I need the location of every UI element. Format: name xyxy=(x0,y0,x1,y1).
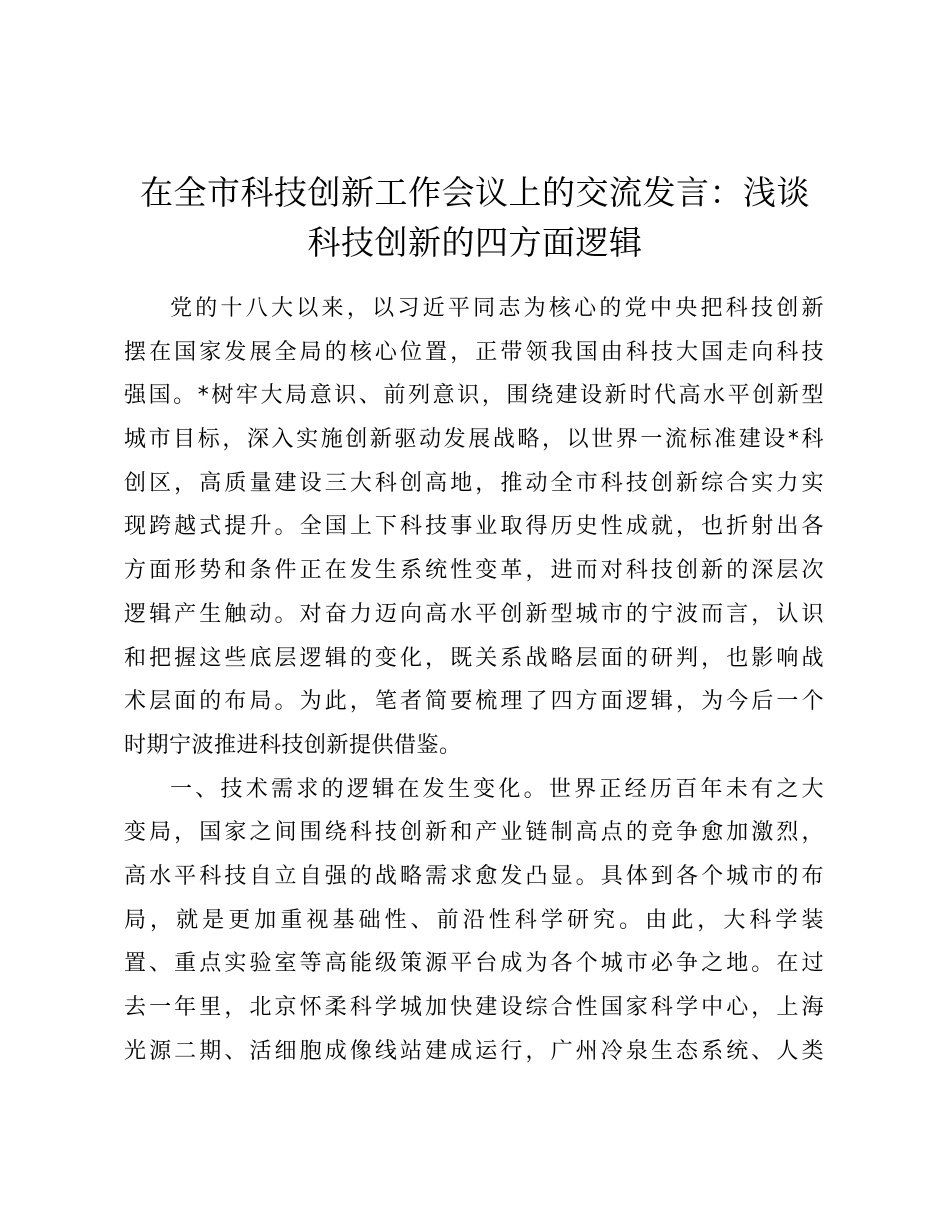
text-line: 局，就是更加重视基础性、前沿性科学研究。由此，大科学装 xyxy=(124,907,824,933)
text-line: 党的十八大以来，以习近平同志为核心的党中央把科技创新 xyxy=(170,296,824,321)
text-line: 城市目标，深入实施创新驱动发展战略，以世界一流标准建设*科 xyxy=(124,427,824,453)
paragraph-section-1 xyxy=(124,768,824,1074)
text-line: 创区，高质量建设三大科创高地，推动全市科技创新综合实力实 xyxy=(124,470,824,496)
text-line: 现跨越式提升。全国上下科技事业取得历史性成就，也折射出各 xyxy=(124,514,824,540)
paragraph-intro xyxy=(124,287,824,768)
text-line: 和把握这些底层逻辑的变化，既关系战略层面的研判，也影响战 xyxy=(124,645,824,671)
text-line: 摆在国家发展全局的核心位置，正带领我国由科技大国走向科技 xyxy=(124,339,824,365)
document-title xyxy=(120,168,830,268)
text-line: 一、技术需求的逻辑在发生变化。世界正经历百年未有之大 xyxy=(170,776,824,802)
text-line: 术层面的布局。为此，笔者简要梳理了四方面逻辑，为今后一个 xyxy=(124,689,824,715)
text-line: 时期宁波推进科技创新提供借鉴。 xyxy=(124,732,462,758)
document-body xyxy=(124,287,824,1073)
text-line: 置、重点实验室等高能级策源平台成为各个城市必争之地。在过 xyxy=(124,951,824,977)
text-line: 逻辑产生触动。对奋力迈向高水平创新型城市的宁波而言，认识 xyxy=(124,601,824,627)
title-line-1: 在全市科技创新工作会议上的交流发言：浅谈 xyxy=(140,173,810,212)
text-line: 变局，国家之间围绕科技创新和产业链制高点的竞争愈加激烈， xyxy=(124,820,824,846)
title-line-2: 科技创新的四方面逻辑 xyxy=(307,223,643,262)
text-line: 强国。*树牢大局意识、前列意识，围绕建设新时代高水平创新型 xyxy=(124,383,824,409)
text-line: 高水平科技自立自强的战略需求愈发凸显。具体到各个城市的布 xyxy=(124,863,824,889)
text-line: 方面形势和条件正在发生系统性变革，进而对科技创新的深层次 xyxy=(124,558,824,584)
text-line: 光源二期、活细胞成像线站建成运行，广州冷泉生态系统、人类 xyxy=(124,1038,824,1064)
text-line: 去一年里，北京怀柔科学城加快建设综合性国家科学中心，上海 xyxy=(124,995,824,1020)
